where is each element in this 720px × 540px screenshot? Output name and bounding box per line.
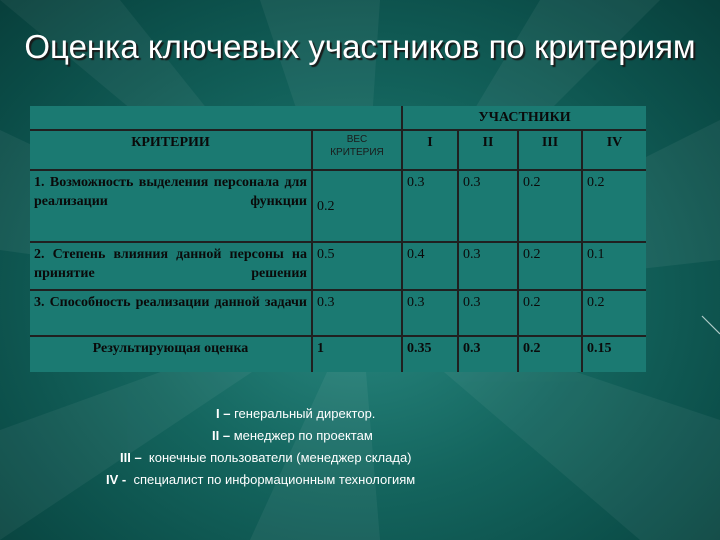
- column-header: III: [518, 130, 582, 170]
- legend-text: конечные пользователи (менеджер склада): [141, 450, 412, 465]
- weight-header-line1: ВЕС: [346, 134, 368, 145]
- empty-header-cell: [30, 106, 312, 130]
- legend-key: IV -: [106, 472, 127, 487]
- value-cell: 0.1: [582, 242, 646, 290]
- table-row: [30, 170, 646, 242]
- legend-text: генеральный директор.: [230, 406, 376, 421]
- weight-header-line2: КРИТЕРИЯ: [330, 147, 384, 158]
- value-cell: 0.3: [458, 290, 518, 336]
- result-label: Результирующая оценка: [30, 336, 312, 372]
- column-header: II: [458, 130, 518, 170]
- column-header: IV: [582, 130, 646, 170]
- slide-title: Оценка ключевых участников по критериям: [24, 28, 696, 65]
- column-header: I: [402, 130, 458, 170]
- legend-text: специалист по информационным технологиям: [126, 472, 416, 487]
- value-cell: 0.3: [458, 242, 518, 290]
- value-cell: 0.2: [518, 242, 582, 290]
- criterion-cell: 3. Способность реализации данной задачи: [30, 290, 312, 336]
- legend-key: III –: [120, 450, 142, 465]
- result-value: 0.15: [582, 336, 646, 372]
- result-value: 0.3: [458, 336, 518, 372]
- decorative-line: [702, 316, 720, 334]
- value-cell: 0.3: [402, 170, 458, 242]
- legend-item: [216, 406, 375, 421]
- weight-cell: 0.2: [312, 170, 402, 242]
- legend-key: I –: [216, 406, 231, 421]
- legend-item: [120, 450, 412, 465]
- value-cell: 0.2: [582, 170, 646, 242]
- criteria-table-container: [30, 106, 646, 372]
- criteria-header: КРИТЕРИИ: [30, 130, 312, 170]
- legend-key: II –: [212, 428, 231, 443]
- criteria-table: [30, 106, 646, 372]
- weight-header: [312, 130, 402, 170]
- empty-header-cell: [312, 106, 402, 130]
- value-cell: 0.2: [518, 170, 582, 242]
- table-row: [30, 290, 646, 336]
- table-header-row-1: [30, 106, 646, 130]
- value-cell: 0.2: [582, 290, 646, 336]
- result-weight: 1: [312, 336, 402, 372]
- value-cell: 0.3: [458, 170, 518, 242]
- result-row: [30, 336, 646, 372]
- participants-header: УЧАСТНИКИ: [402, 106, 646, 130]
- legend-item: [106, 472, 415, 487]
- result-value: 0.35: [402, 336, 458, 372]
- criterion-cell: 1. Возможность выделения персонала для реализации функции: [30, 170, 312, 242]
- weight-cell: 0.3: [312, 290, 402, 336]
- criterion-cell: 2. Степень влияния данной персоны на принятие решения: [30, 242, 312, 290]
- legend-text: менеджер по проектам: [230, 428, 373, 443]
- value-cell: 0.2: [518, 290, 582, 336]
- value-cell: 0.3: [402, 290, 458, 336]
- legend-item: [212, 428, 373, 443]
- weight-cell: 0.5: [312, 242, 402, 290]
- result-value: 0.2: [518, 336, 582, 372]
- table-row: [30, 242, 646, 290]
- value-cell: 0.4: [402, 242, 458, 290]
- table-header-row-2: [30, 130, 646, 170]
